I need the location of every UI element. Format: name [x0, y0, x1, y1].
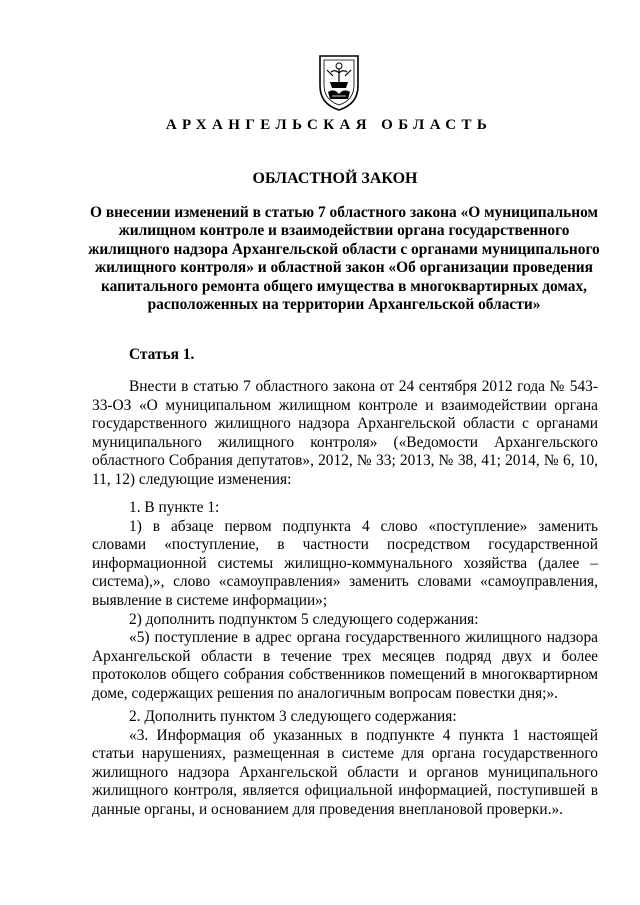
- point-1-subpoint-1: 1) в абзаце первом подпункта 4 слово «поступление» заменить словами «поступление, в частности посредством государственной информационной системы жилищно-коммунального хозяйства (далее – система),», слово «самоуправления» заменить словами «самоуправления, выявление в системе информации»;: [92, 517, 598, 609]
- article-intro: Внести в статью 7 областного закона от 24 сентября 2012 года № 543-33-ОЗ «О муниципальном жилищном контроле и взаимодействии органа государственного жилищного надзора Архангельской области с органами муниципального жилищного контроля» («Ведомости Архангельского областного Собрания депутатов», 2012, № 33; 2013, № 38, 41; 2014, № 6, 10, 11, 12) следующие изменения:: [92, 378, 598, 488]
- point-1-subpoint-2-text: «5) поступление в адрес органа государственного жилищного надзора Архангельской области в течение трех месяцев подряд двух и более протоколов общего собрания собственников помещений в многоквартирном доме, содержащих решения по аналогичным вопросам повестки дня;».: [92, 629, 598, 702]
- point-2-heading: 2. Дополнить пунктом 3 следующего содержания:: [129, 708, 457, 725]
- point-2-block: [92, 708, 598, 820]
- article-intro-block: [92, 378, 598, 490]
- article-heading: Статья 1.: [129, 346, 195, 363]
- law-type: ОБЛАСТНОЙ ЗАКОН: [252, 170, 418, 187]
- coat-of-arms-icon: [316, 52, 362, 112]
- region-name: АРХАНГЕЛЬСКАЯ ОБЛАСТЬ: [165, 117, 493, 133]
- law-title: О внесении изменений в статью 7 областного закона «О муниципальном жилищном контроле и взаимодействии органа государственного жилищного надзора Архангельской области с органами муниципального жилищного контроля» и областной закон «Об организации проведения капитального ремонта общего имущества в многоквартирных домах, расположенных на территории Архангельской области»: [88, 204, 600, 314]
- point-1-heading: 1. В пункте 1:: [129, 499, 220, 516]
- point-1-block: [92, 499, 598, 704]
- point-1-subpoint-2: 2) дополнить подпунктом 5 следующего содержания:: [129, 610, 479, 628]
- point-2-text: «3. Информация об указанных в подпункте 4 пункта 1 настоящей статьи нарушениях, размещенная в системе для органа государственного жилищного надзора Архангельской области и органов муниципального жилищного контроля, является официальной информацией, поступившей в данные органы, и основанием для проведения внеплановой проверки.».: [92, 726, 598, 818]
